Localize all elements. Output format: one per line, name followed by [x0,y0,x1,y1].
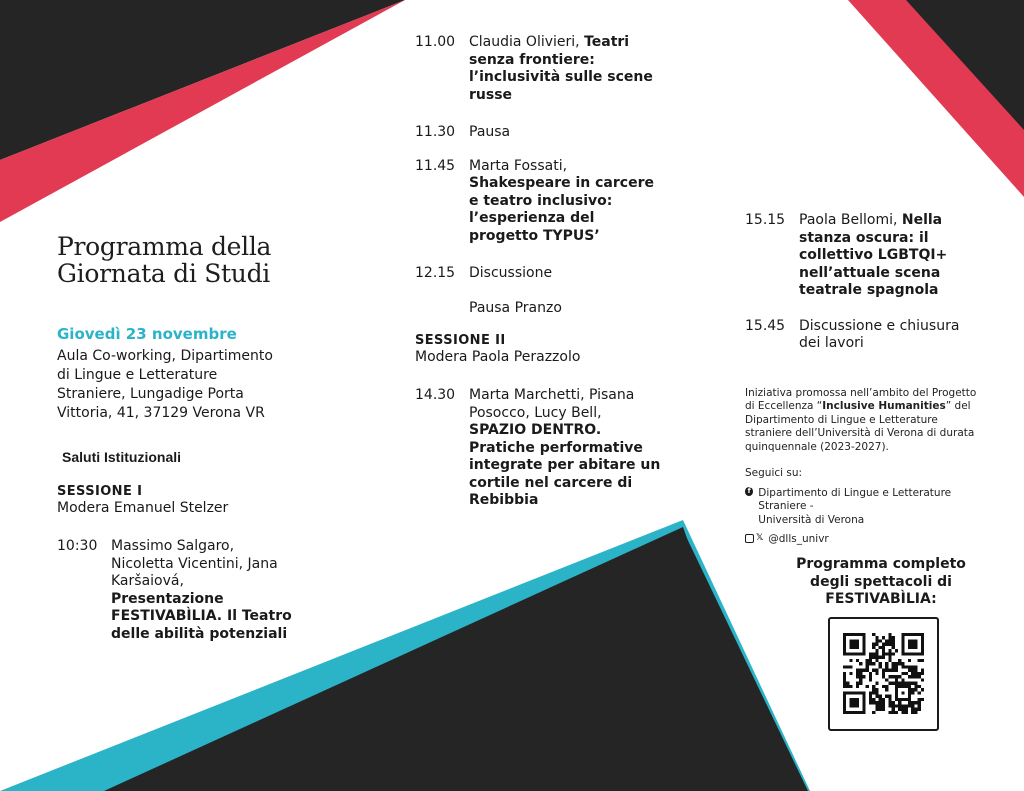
speaker-line: Marta Marchetti, Pisana [469,387,635,403]
qr-caption [770,556,992,609]
entry-text: Pausa Pranzo [469,299,562,316]
qr-caption-line: Programma completo [796,556,966,572]
right-column [745,212,990,546]
talk-title-line: progetto TYPUS’ [469,227,600,244]
session-moderator: Modera Emanuel Stelzer [57,500,229,516]
qr-caption-line: degli spettacoli di [810,573,952,590]
talk-title-line: SPAZIO DENTRO. [469,422,602,438]
session-moderator: Modera Paola Perazzolo [415,349,581,365]
talk-title-line: Shakespeare in carcere [469,175,654,191]
entry-text: Discussione [469,265,553,281]
social-handle-link[interactable] [745,532,990,546]
entry-time: 11.45 [415,157,456,174]
talk-title-line: Rebibbia [469,492,539,508]
talk-title-line: delle abilità potenziali [111,625,288,642]
qr-code[interactable] [843,633,924,714]
saluti-heading: Saluti Istituzionali [62,449,182,465]
talk-title-line: Teatri [584,34,630,50]
talk-title-line: senza frontiere: [469,51,595,68]
location-line: Straniere, Lungadige Porta [57,386,244,402]
entry-time: 15.15 [745,212,786,228]
talk-title-line: l’inclusività sulle scene [469,69,653,85]
entry-text: Pausa [469,124,511,140]
entry-text: Discussione e chiusura [799,317,960,334]
page-title [57,233,337,287]
session-title: SESSIONE I [57,484,143,499]
speaker-line: Karšaiová, [111,573,184,589]
talk-title-line: Nella [901,212,943,228]
talk-title-line: integrate per abitare un [469,457,661,473]
middle-column [415,34,675,510]
speaker-line: Nicoletta Vicentini, Jana [111,555,278,572]
location-line: Vittoria, 41, 37129 Verona VR [57,405,265,421]
title-line: Giornata di Studi [57,259,270,288]
entry-time: 10:30 [57,538,98,554]
program-entry [745,212,990,300]
speaker: Marta Fossati, [469,157,568,174]
x-icon: 𝕏 [756,533,764,543]
talk-title-line: teatrale spagnola [799,282,939,298]
program-entry [415,158,675,246]
entry-time: 11.30 [415,124,456,140]
speaker: Claudia Olivieri, [469,34,585,50]
entry-time: 15.45 [745,317,786,334]
talk-title-line: l’esperienza del [469,210,595,226]
entry-text: dei lavori [799,335,864,351]
entry-time: 14.30 [415,387,456,403]
program-entry [745,318,990,353]
location-line: di Lingue e Letterature [57,367,218,383]
talk-title-line: FESTIVABÌLIA. Il Teatro [111,608,292,624]
facebook-link[interactable] [745,487,990,528]
follow-label: Seguici su: [745,467,803,479]
speaker-line: Posocco, Lucy Bell, [469,404,602,421]
program-entry [415,34,675,104]
program-entry [415,265,675,283]
talk-title-line: russe [469,86,513,103]
qr-caption-line: FESTIVABÌLIA: [825,591,937,607]
speaker: Paola Bellomi, [799,212,902,228]
entry-time: 12.15 [415,265,456,281]
event-location [57,347,337,423]
note-text: ” del Dipartimento di Lingue e Letterature straniere dell’Università di Verona di durata quinquennale (2023-2027). [745,400,975,453]
talk-title-line: nell’attuale scena [799,264,941,281]
facebook-page-line: Dipartimento di Lingue e Letterature Straniere - [758,486,952,512]
instagram-icon [745,534,754,543]
program-entry [415,124,675,142]
session-title: SESSIONE II [415,333,506,348]
social-handle: @dlls_univr [768,532,829,545]
talk-title-line: Presentazione [111,590,224,607]
program-entry [57,538,337,643]
note-text: Iniziativa promossa nell’ambito del Progetto di Eccellenza “ [745,386,977,412]
note-highlight: Inclusive Humanities [822,400,946,412]
speaker-line: Massimo Salgaro, [111,538,235,554]
program-entry [415,387,675,510]
program-entry [415,300,675,318]
talk-title-line: collettivo LGBTQI+ [799,247,948,263]
location-line: Aula Co-working, Dipartimento [57,348,273,364]
left-column [57,233,337,643]
title-line: Programma della [57,232,272,261]
qr-code-frame[interactable] [828,617,939,731]
facebook-page-line: Università di Verona [758,513,865,526]
entry-time: 11.00 [415,34,456,50]
facebook-icon: f [745,487,753,496]
talk-title-line: e teatro inclusivo: [469,192,613,209]
talk-title-line: Pratiche performative [469,439,643,456]
initiative-note [745,387,980,455]
event-date: Giovedì 23 novembre [57,325,237,343]
talk-title-line: stanza oscura: il [799,229,929,246]
talk-title-line: cortile nel carcere di [469,474,633,491]
